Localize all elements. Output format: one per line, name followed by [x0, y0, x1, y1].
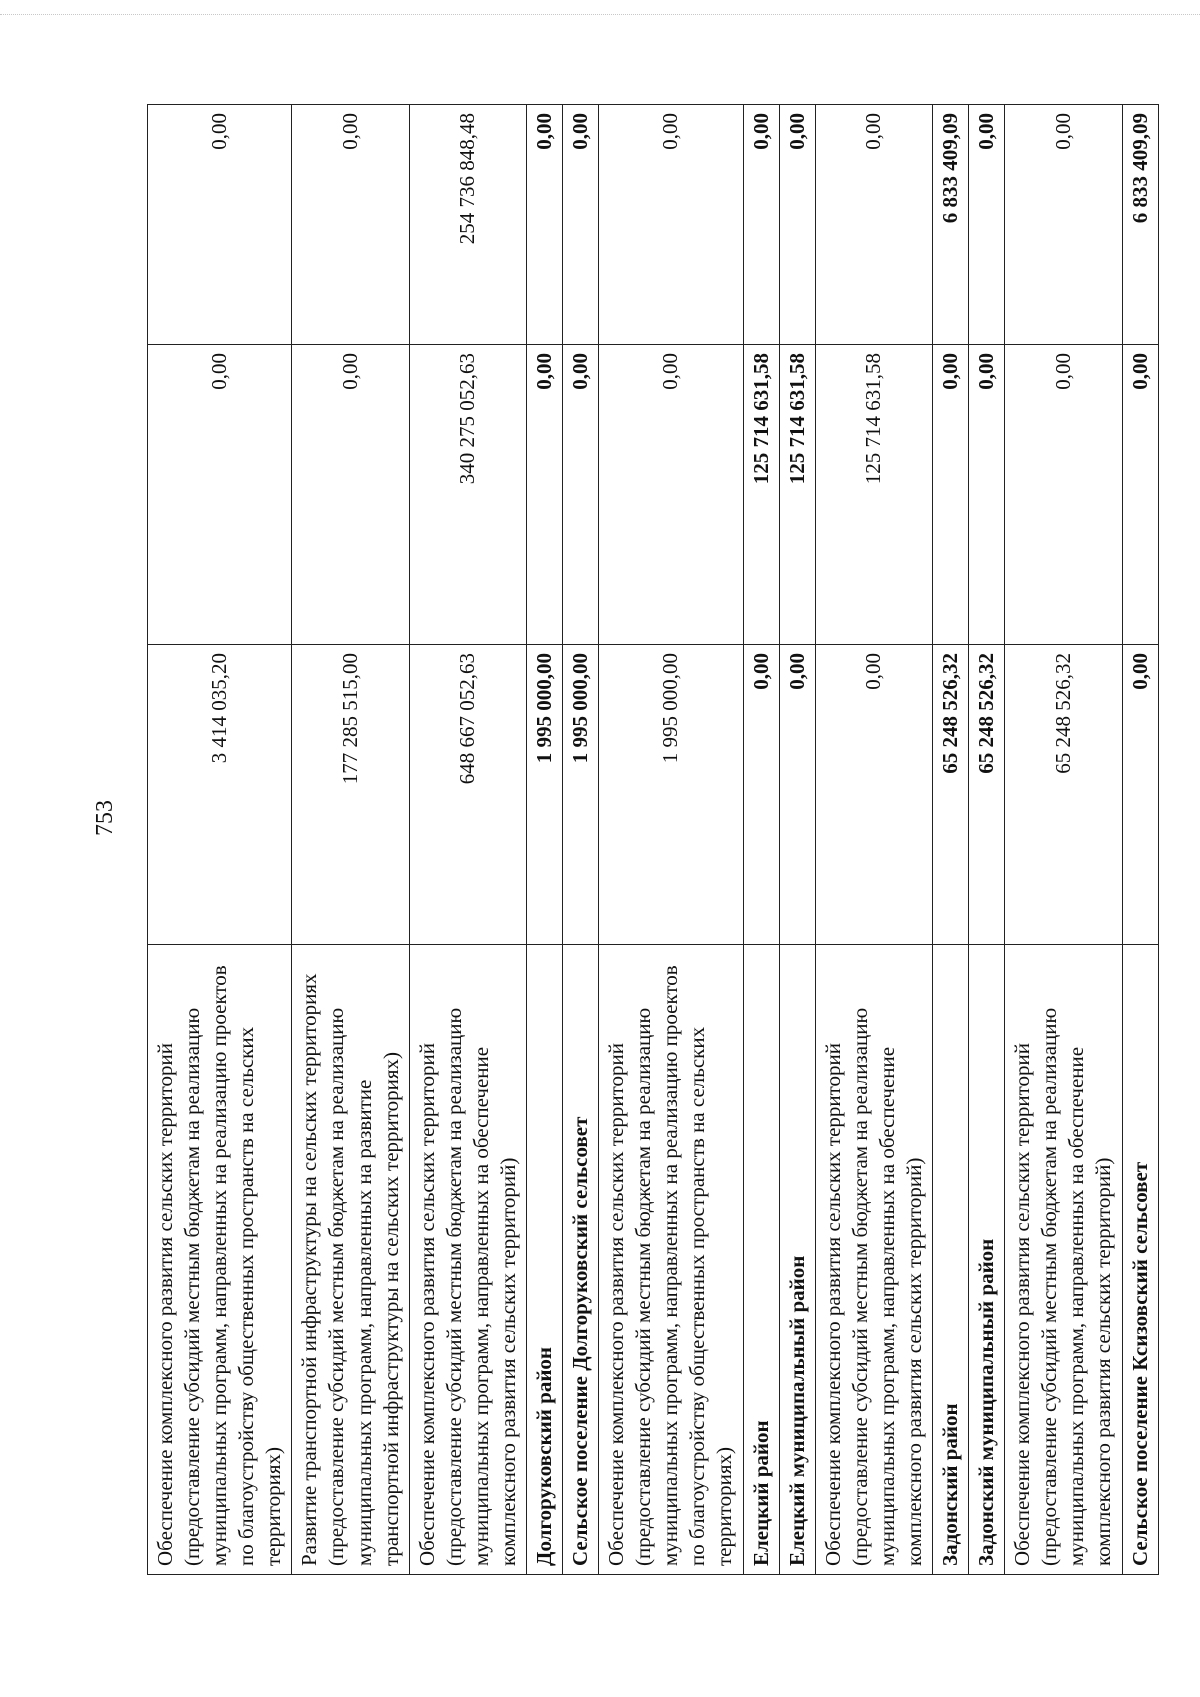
value-cell-2: 125 714 631,58	[815, 345, 932, 645]
value-cell-3: 6 833 409,09	[933, 105, 969, 345]
value-cell-1: 648 667 052,63	[409, 645, 526, 945]
value-cell-1: 1 995 000,00	[527, 645, 563, 945]
budget-table-body	[148, 105, 1159, 1575]
table-row	[1005, 105, 1122, 1575]
value-cell-3: 0,00	[563, 105, 599, 345]
row-name-cell: Сельское поселение Долгоруковский сельсовет	[563, 945, 599, 1575]
value-cell-1: 65 248 526,32	[969, 645, 1005, 945]
row-name-cell: Задонский район	[933, 945, 969, 1575]
value-cell-1: 0,00	[815, 645, 932, 945]
value-cell-1: 3 414 035,20	[148, 645, 292, 945]
table-row	[779, 105, 815, 1575]
row-name-cell: Елецкий муниципальный район	[779, 945, 815, 1575]
table-row	[1122, 105, 1158, 1575]
table-row	[527, 105, 563, 1575]
value-cell-2: 0,00	[933, 345, 969, 645]
value-cell-3: 254 736 848,48	[409, 105, 526, 345]
value-cell-2: 0,00	[292, 345, 409, 645]
value-cell-3: 0,00	[292, 105, 409, 345]
value-cell-3: 0,00	[815, 105, 932, 345]
row-name-cell: Елецкий район	[743, 945, 779, 1575]
value-cell-1: 0,00	[779, 645, 815, 945]
value-cell-2: 0,00	[148, 345, 292, 645]
value-cell-1: 1 995 000,00	[599, 645, 743, 945]
value-cell-3: 6 833 409,09	[1122, 105, 1158, 345]
budget-table	[147, 104, 1159, 1575]
table-row	[969, 105, 1005, 1575]
table-row	[599, 105, 743, 1575]
value-cell-2: 340 275 052,63	[409, 345, 526, 645]
row-name-cell: Обеспечение комплексного развития сельских территорий (предоставление субсидий местным бюджетам на реализацию муниципальных программ, направленных на обеспечение комплексного развития сельских территорий)	[1005, 945, 1122, 1575]
row-name-cell: Обеспечение комплексного развития сельских территорий (предоставление субсидий местным бюджетам на реализацию муниципальных программ, направленных на обеспечение комплексного развития сельских территорий)	[815, 945, 932, 1575]
value-cell-3: 0,00	[599, 105, 743, 345]
rotated-table-container	[147, 105, 1152, 1575]
row-name-cell: Развитие транспортной инфраструктуры на сельских территориях (предоставление субсидий местным бюджетам на реализацию муниципальных программ, направленных на развитие транспортной инфраструктуры на сельских территориях)	[292, 945, 409, 1575]
row-name-cell: Обеспечение комплексного развития сельских территорий (предоставление субсидий местным бюджетам на реализацию муниципальных программ, направленных на обеспечение комплексного развития сельских территорий)	[409, 945, 526, 1575]
value-cell-3: 0,00	[969, 105, 1005, 345]
table-row	[563, 105, 599, 1575]
scan-top-line	[0, 14, 1200, 15]
row-name-cell: Обеспечение комплексного развития сельских территорий (предоставление субсидий местным бюджетам на реализацию муниципальных программ, направленных на реализацию проектов по благоустройству общественных пространств на сельских территориях)	[599, 945, 743, 1575]
page-number: 753	[92, 800, 118, 836]
value-cell-1: 65 248 526,32	[1005, 645, 1122, 945]
value-cell-2: 0,00	[563, 345, 599, 645]
value-cell-2: 0,00	[599, 345, 743, 645]
table-row	[148, 105, 292, 1575]
value-cell-2: 0,00	[1005, 345, 1122, 645]
value-cell-2: 0,00	[527, 345, 563, 645]
value-cell-3: 0,00	[1005, 105, 1122, 345]
value-cell-1: 1 995 000,00	[563, 645, 599, 945]
value-cell-2: 125 714 631,58	[743, 345, 779, 645]
value-cell-1: 0,00	[743, 645, 779, 945]
table-row	[815, 105, 932, 1575]
value-cell-3: 0,00	[527, 105, 563, 345]
value-cell-3: 0,00	[743, 105, 779, 345]
table-row	[292, 105, 409, 1575]
table-row	[409, 105, 526, 1575]
value-cell-2: 125 714 631,58	[779, 345, 815, 645]
table-row	[743, 105, 779, 1575]
row-name-cell: Задонский муниципальный район	[969, 945, 1005, 1575]
value-cell-1: 177 285 515,00	[292, 645, 409, 945]
row-name-cell: Обеспечение комплексного развития сельских территорий (предоставление субсидий местным бюджетам на реализацию муниципальных программ, направленных на реализацию проектов по благоустройству общественных пространств на сельских территориях)	[148, 945, 292, 1575]
value-cell-2: 0,00	[1122, 345, 1158, 645]
value-cell-1: 65 248 526,32	[933, 645, 969, 945]
value-cell-1: 0,00	[1122, 645, 1158, 945]
value-cell-2: 0,00	[969, 345, 1005, 645]
table-row	[933, 105, 969, 1575]
value-cell-3: 0,00	[779, 105, 815, 345]
row-name-cell: Сельское поселение Ксизовский сельсовет	[1122, 945, 1158, 1575]
value-cell-3: 0,00	[148, 105, 292, 345]
row-name-cell: Долгоруковский район	[527, 945, 563, 1575]
